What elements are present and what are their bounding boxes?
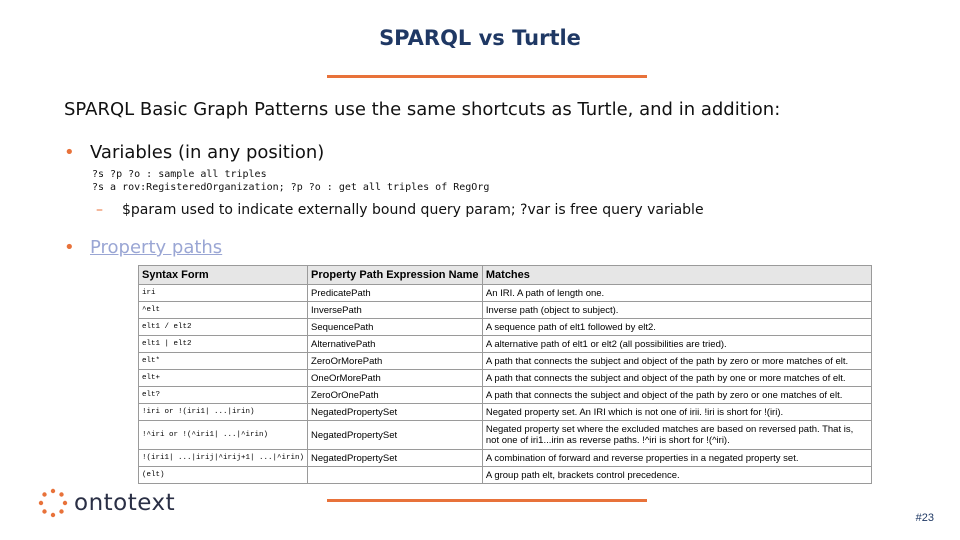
logo-dots-icon xyxy=(38,488,68,518)
cell-syntax: !(iri1| ...|irij|^irij+1| ...|^irin) xyxy=(139,450,308,467)
code-line-2: ?s a rov:RegisteredOrganization; ?p ?o : get all triples of RegOrg xyxy=(92,182,490,193)
cell-name: NegatedPropertySet xyxy=(308,421,483,450)
cell-matches: Negated property set. An IRI which is not one of irii. !iri is short for !(iri). xyxy=(482,404,871,421)
cell-syntax: elt1 / elt2 xyxy=(139,319,308,336)
sub-bullet-param-text: $param used to indicate externally bound query param; ?var is free query variable xyxy=(122,202,704,218)
table-row xyxy=(139,370,872,387)
table-row xyxy=(139,387,872,404)
lead-text: SPARQL Basic Graph Patterns use the same shortcuts as Turtle, and in addition: xyxy=(64,99,781,120)
table-row xyxy=(139,450,872,467)
cell-matches: A combination of forward and reverse properties in a negated property set. xyxy=(482,450,871,467)
cell-name: ZeroOrOnePath xyxy=(308,387,483,404)
ontotext-logo xyxy=(38,488,175,518)
logo-text: ontotext xyxy=(74,490,176,516)
slide-title: SPARQL vs Turtle xyxy=(379,26,581,50)
cell-name xyxy=(308,467,483,484)
code-line-1: ?s ?p ?o : sample all triples xyxy=(92,169,267,180)
cell-syntax: elt+ xyxy=(139,370,308,387)
cell-name: PredicatePath xyxy=(308,285,483,302)
footer-divider xyxy=(327,499,647,502)
cell-matches: A sequence path of elt1 followed by elt2. xyxy=(482,319,871,336)
cell-syntax: (elt) xyxy=(139,467,308,484)
cell-matches: A path that connects the subject and object of the path by zero or one matches of elt. xyxy=(482,387,871,404)
cell-matches: An IRI. A path of length one. xyxy=(482,285,871,302)
header-matches: Matches xyxy=(482,266,871,285)
cell-name: AlternativePath xyxy=(308,336,483,353)
table-row xyxy=(139,353,872,370)
cell-syntax: !iri or !(iri1| ...|irin) xyxy=(139,404,308,421)
cell-matches: Negated property set where the excluded matches are based on reversed path. That is, not one of iri1...irin as reverse paths. !^iri is short for !(^iri). xyxy=(482,421,871,450)
cell-name: InversePath xyxy=(308,302,483,319)
property-paths-link[interactable]: Property paths xyxy=(90,237,223,258)
header-syntax-form: Syntax Form xyxy=(139,266,308,285)
bullet-dot-icon: • xyxy=(64,237,75,258)
cell-name: NegatedPropertySet xyxy=(308,404,483,421)
cell-matches: A path that connects the subject and object of the path by zero or more matches of elt. xyxy=(482,353,871,370)
table-row xyxy=(139,319,872,336)
bullet-dot-icon: • xyxy=(64,142,75,163)
dash-icon: – xyxy=(96,202,103,218)
cell-name: SequencePath xyxy=(308,319,483,336)
cell-name: ZeroOrMorePath xyxy=(308,353,483,370)
cell-name: NegatedPropertySet xyxy=(308,450,483,467)
table-row xyxy=(139,467,872,484)
page-number: #23 xyxy=(915,512,934,524)
cell-syntax: elt* xyxy=(139,353,308,370)
property-paths-table xyxy=(138,265,872,484)
table-row xyxy=(139,302,872,319)
table-row xyxy=(139,404,872,421)
cell-matches: Inverse path (object to subject). xyxy=(482,302,871,319)
cell-name: OneOrMorePath xyxy=(308,370,483,387)
sub-bullet-param xyxy=(96,202,704,218)
header-expression-name: Property Path Expression Name xyxy=(308,266,483,285)
bullet-property-paths xyxy=(64,237,222,258)
table-row xyxy=(139,421,872,450)
cell-matches: A alternative path of elt1 or elt2 (all possibilities are tried). xyxy=(482,336,871,353)
cell-syntax: ^elt xyxy=(139,302,308,319)
table-row xyxy=(139,285,872,302)
bullet-variables-text: Variables (in any position) xyxy=(90,142,325,163)
title-divider xyxy=(327,75,647,78)
cell-syntax: elt? xyxy=(139,387,308,404)
cell-matches: A path that connects the subject and object of the path by one or more matches of elt. xyxy=(482,370,871,387)
table-row xyxy=(139,336,872,353)
table-header-row xyxy=(139,266,872,285)
bullet-variables xyxy=(64,142,324,163)
cell-syntax: elt1 | elt2 xyxy=(139,336,308,353)
cell-matches: A group path elt, brackets control precedence. xyxy=(482,467,871,484)
cell-syntax: iri xyxy=(139,285,308,302)
cell-syntax: !^iri or !(^iri1| ...|^irin) xyxy=(139,421,308,450)
